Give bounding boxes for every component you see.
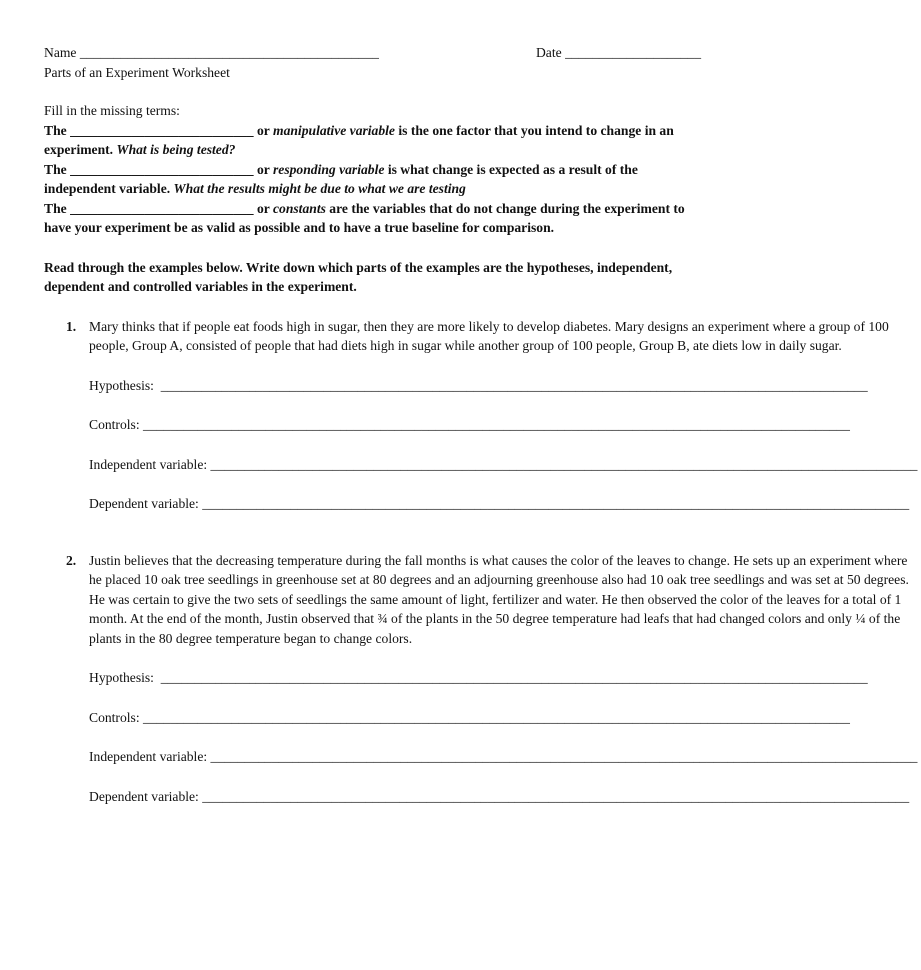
fill-line-3: The ___________________________ or constants are the variables that do not change during the experiment to have your experiment be as valid as possible and to have a true baseline for comparison. (44, 200, 685, 235)
examples-list (44, 317, 918, 807)
name-field[interactable] (44, 43, 379, 63)
independent-variable-field[interactable] (89, 455, 921, 475)
example-2 (66, 551, 918, 807)
controls-field[interactable] (89, 708, 921, 728)
controls-label: Controls: (89, 417, 140, 432)
controls-line[interactable]: ________________________________________________________________________________________________________ (143, 709, 850, 725)
hypothesis-field[interactable] (89, 376, 921, 396)
blank-controlled[interactable]: ___________________________ (70, 200, 254, 216)
date-field[interactable] (536, 43, 701, 63)
controls-field[interactable] (89, 415, 921, 435)
fill-instruction: Fill in the missing terms: (44, 103, 180, 118)
example-number: 2. (66, 552, 77, 568)
date-blank[interactable]: ____________________ (565, 45, 701, 60)
name-label: Name (44, 45, 77, 60)
dependent-variable-field[interactable] (89, 787, 921, 807)
independent-label: Independent variable: (89, 456, 208, 472)
blank-independent[interactable]: ___________________________ (70, 122, 254, 138)
hypothesis-line[interactable]: ________________________________________________________________________________________________________ (160, 377, 868, 393)
header-row (44, 43, 703, 63)
date-label: Date (535, 45, 562, 60)
term-responding: responding variable (273, 161, 385, 177)
worksheet-title: Parts of an Experiment Worksheet (44, 64, 230, 80)
hypothesis-label: Hypothesis: (89, 670, 154, 685)
hypothesis-line[interactable]: ________________________________________________________________________________________________________ (160, 670, 868, 685)
example-text: Justin believes that the decreasing temperature during the fall months is what causes the color of the leaves to change. He sets up an experiment where he placed 10 oak tree seedlings in greenhouse set at 80 degrees and an adjourning greenhouse also had 10 oak tree seedlings and was set at 50 degrees. He was certain to give the two sets of seedlings the same amount of light, fertilizer and water. He then observed the color of the leaves for a total of 1 month. At the end of the month, Justin observed that ¾ of the plants in the 50 degree temperature had leafs that had changed colors and only ¼ of the plants in the 80 degree temperature began to change colors. (89, 552, 909, 646)
example-1 (66, 317, 918, 514)
name-blank[interactable]: ____________________________________________ (79, 45, 379, 60)
fill-line-1: The ___________________________ or manipulative variable is the one factor that you intend to change in an experiment. What is being tested? (44, 122, 674, 157)
read-instruction: Read through the examples below. Write down which parts of the examples are the hypotheses, independent, dependent and controlled variables in the experiment. (44, 259, 673, 294)
independent-variable-field[interactable] (89, 747, 921, 767)
term-constants: constants (273, 200, 326, 216)
independent-label: Independent variable: (89, 749, 208, 764)
controls-label: Controls: (89, 709, 140, 725)
controls-line[interactable]: ________________________________________________________________________________________________________ (143, 417, 850, 432)
example-text: Mary thinks that if people eat foods high in sugar, then they are more likely to develop diabetes. Mary designs an experiment where a group of 100 people, Group A, consisted of people that had diets high in sugar while another group of 100 people, Group B, ate diets low in daily sugar. (89, 318, 889, 353)
fill-line-2: The ___________________________ or responding variable is what change is expected as a result of the independent variable. What the results might be due to what we are testing (44, 161, 638, 196)
dependent-label: Dependent variable: (89, 496, 199, 511)
dependent-label: Dependent variable: (89, 788, 199, 804)
independent-line[interactable]: ________________________________________________________________________________________________________ (210, 456, 918, 472)
blank-dependent[interactable]: ___________________________ (70, 161, 254, 177)
independent-line[interactable]: ________________________________________________________________________________________________________ (210, 749, 918, 764)
dependent-line[interactable]: ________________________________________________________________________________________________________ (202, 496, 910, 511)
term-manipulative: manipulative variable (273, 122, 395, 138)
hypothesis-field[interactable] (89, 668, 921, 688)
example-number: 1. (66, 318, 77, 334)
hypothesis-label: Hypothesis: (89, 377, 154, 393)
dependent-line[interactable]: ________________________________________________________________________________________________________ (202, 788, 910, 804)
dependent-variable-field[interactable] (89, 494, 921, 514)
